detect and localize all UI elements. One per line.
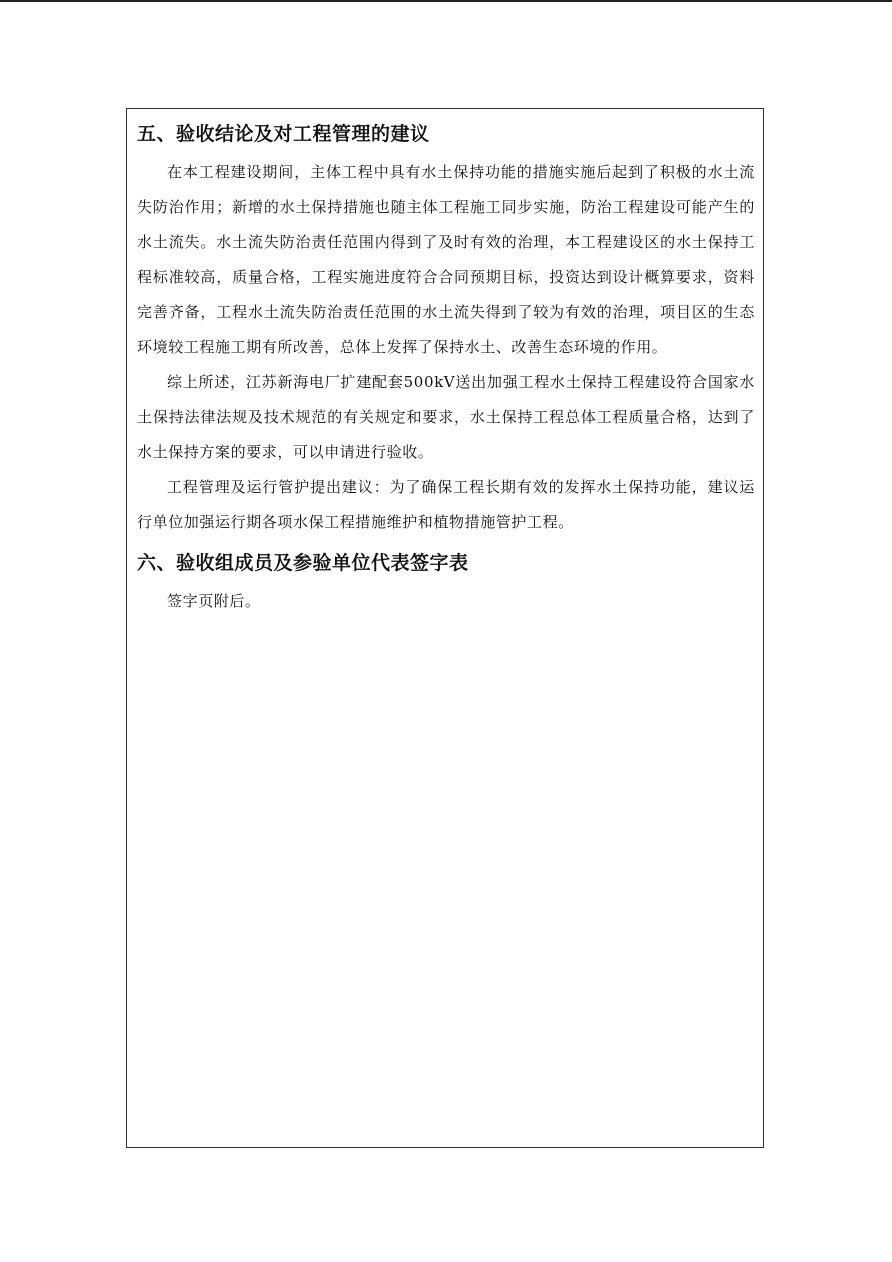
section-5-paragraph-1: 在本工程建设期间，主体工程中具有水土保持功能的措施实施后起到了积极的水土流失防治作用；新增的水土保持措施也随主体工程施工同步实施，防治工程建设可能产生的水土流失。水土流失防治责任范围内得到了及时有效的治理，本工程建设区的水土保持工程标准较高，质量合格，工程实施进度符合合同预期目标，投资达到设计概算要求，资料完善齐备，工程水土流失防治责任范围的水土流失得到了较为有效的治理，项目区的生态环境较工程施工期有所改善，总体上发挥了保持水土、改善生态环境的作用。: [137, 163, 755, 356]
section-5-heading: 五、验收结论及对工程管理的建议: [137, 123, 430, 145]
section-6-paragraph-1: 签字页附后。: [167, 592, 261, 610]
section-5-paragraph-3: 工程管理及运行管护提出建议：为了确保工程长期有效的发挥水土保持功能，建议运行单位加强运行期各项水保工程措施维护和植物措施管护工程。: [137, 478, 755, 531]
form-table-cell: [126, 108, 764, 1148]
section-5-paragraph-2: 综上所述，江苏新海电厂扩建配套500kV送出加强工程水土保持工程建设符合国家水土保持法律法规及技术规范的有关规定和要求，水土保持工程总体工程质量合格，达到了水土保持方案的要求，可以申请进行验收。: [137, 373, 755, 461]
page-top-border: [0, 0, 892, 2]
section-6-heading: 六、验收组成员及参验单位代表签字表: [137, 552, 469, 574]
